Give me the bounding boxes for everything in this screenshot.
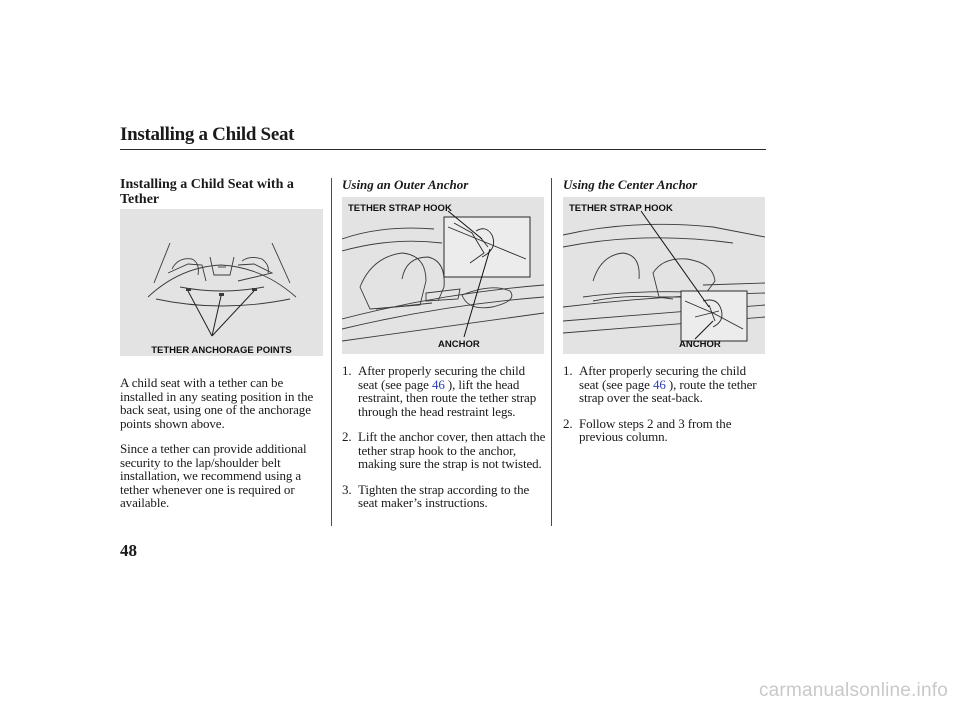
step-item [563,417,763,444]
step-text: ), route the tether strap over the seat-back. [579,376,757,405]
step-number: 2. [342,429,352,444]
figure-label-anchor: ANCHOR [438,339,480,350]
rear-shelf-illustration [120,209,323,356]
tether-anchorage-figure [120,209,323,356]
column-divider [551,178,552,526]
page-link[interactable]: 46 [431,376,445,392]
step-number: 2. [563,415,573,431]
outer-anchor-steps [342,364,546,522]
step-item [342,483,546,510]
step-number: 3. [342,481,352,497]
center-anchor-heading: Using the Center Anchor [563,177,698,192]
step-text: Lift the anchor cover, then attach the tether strap hook to the anchor, making sure the strap is not twisted. [358,429,546,471]
watermark: carmanualsonline.info [758,680,948,701]
center-anchor-figure [563,197,765,354]
center-anchor-steps [563,364,763,456]
outer-anchor-heading: Using an Outer Anchor [342,177,469,192]
outer-anchor-figure [342,197,544,354]
step-item [342,364,546,418]
figure-label-anchor: ANCHOR [679,339,721,350]
step-text: After properly securing the child seat (see page [579,363,747,392]
page-link[interactable]: 46 [652,376,666,392]
step-text: After properly securing the child seat (see page [358,363,526,392]
paragraph: Since a tether can provide additional security to the lap/shoulder belt installation, we recommend using a tether whenever one is required or available. [120,441,307,510]
left-body [120,376,328,522]
outer-anchor-illustration [342,197,544,354]
step-number: 1. [563,363,573,378]
figure-label-anchorage-points: TETHER ANCHORAGE POINTS [151,345,292,356]
step-text: ), lift the head restraint, then route the tether strap through the head restraint legs. [358,376,537,419]
page-title: Installing a Child Seat [120,124,295,145]
center-anchor-illustration [563,197,765,354]
figure-label-tether-strap-hook: TETHER STRAP HOOK [569,203,673,214]
title-divider [120,149,766,150]
step-number: 1. [342,363,352,378]
step-item [342,430,546,471]
paragraph: A child seat with a tether can be installed in any seating position in the back seat, using one of the anchorage points shown above. [120,375,314,431]
figure-label-tether-strap-hook: TETHER STRAP HOOK [348,203,452,214]
step-text: Tighten the strap according to the seat maker’s instructions. [358,481,530,510]
column-divider [331,178,332,526]
step-text: Follow steps 2 and 3 from the previous column. [579,415,732,444]
page-number: 48 [120,541,137,560]
step-item [563,364,763,405]
section-heading: Installing a Child Seat with a Tether [120,177,294,207]
